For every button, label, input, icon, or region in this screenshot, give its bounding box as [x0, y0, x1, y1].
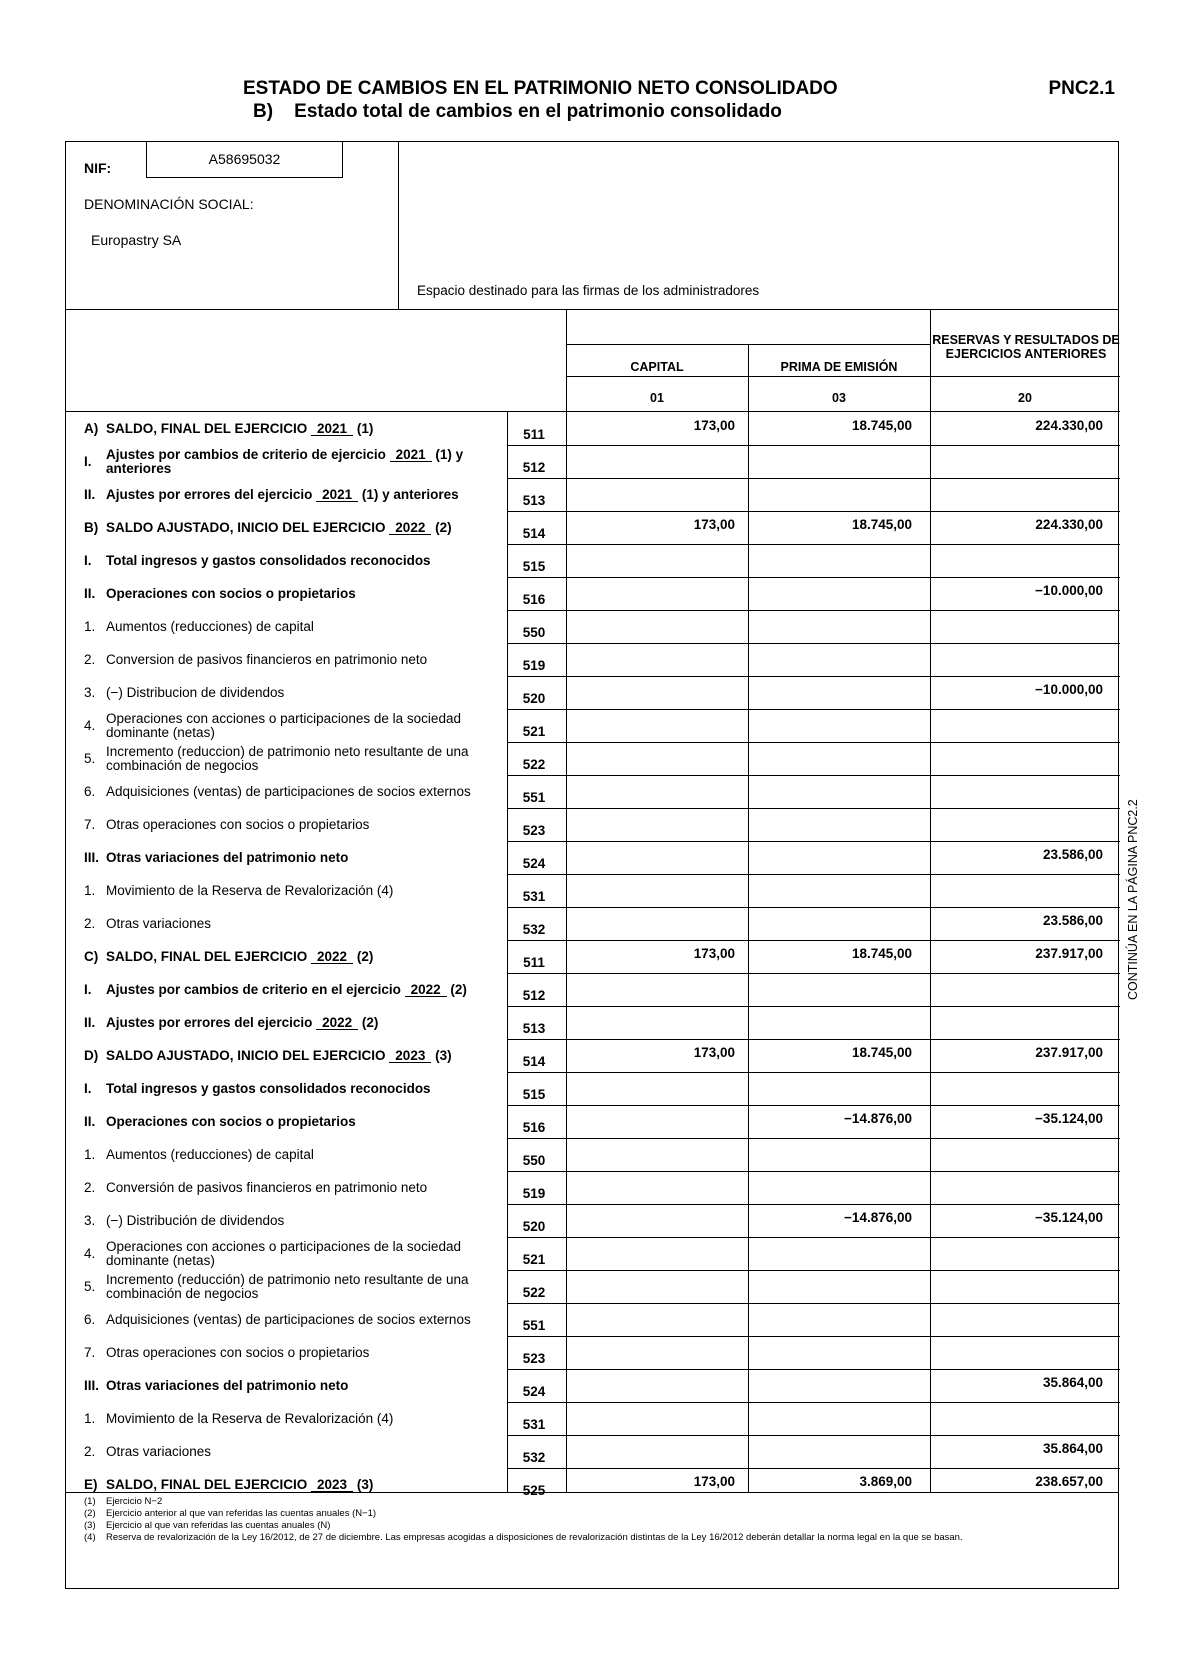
row-label: B) SALDO AJUSTADO, INICIO DEL EJERCICIO 2022 (2)	[84, 519, 452, 535]
col-header-prima: PRIMA DE EMISIÓN	[780, 360, 898, 374]
table-row	[66, 511, 1118, 544]
table-row	[66, 940, 1118, 973]
signature-area	[398, 142, 1118, 309]
cell-value: 23.586,00	[1042, 847, 1103, 862]
row-label: 6. Adquisiciones (ventas) de participaciones de socios externos	[84, 1311, 471, 1327]
table-row	[66, 412, 1118, 445]
row-label: I. Total ingresos y gastos consolidados reconocidos	[84, 1080, 431, 1096]
cell-value: −14.876,00	[844, 1111, 912, 1126]
row-code: 512	[522, 460, 546, 475]
table-row	[66, 808, 1118, 841]
table-row	[66, 643, 1118, 676]
table-row	[66, 1237, 1118, 1270]
table-row	[66, 478, 1118, 511]
year-field: 2022	[316, 1016, 358, 1030]
table-row	[66, 973, 1118, 1006]
form-header	[66, 142, 1118, 310]
cell-value: 237.917,00	[1035, 946, 1103, 961]
row-label: C) SALDO, FINAL DEL EJERCICIO 2022 (2)	[84, 948, 374, 964]
row-code: 521	[522, 1252, 546, 1267]
row-code: 523	[522, 1351, 546, 1366]
row-code: 525	[522, 1483, 546, 1498]
table-row	[66, 1105, 1118, 1138]
row-code: 550	[522, 625, 546, 640]
cell-value: 173,00	[693, 1045, 735, 1060]
cell-value: 3.869,00	[859, 1474, 912, 1489]
row-label: 5. Incremento (reduccion) de patrimonio neto resultante de una combinación de negocios	[84, 743, 469, 773]
equity-table	[66, 310, 1120, 1498]
footnotes	[66, 1492, 1118, 1588]
table-row	[66, 1171, 1118, 1204]
row-label: 4. Operaciones con acciones o participaciones de la sociedad dominante (netas)	[84, 710, 461, 740]
row-label: A) SALDO, FINAL DEL EJERCICIO 2021 (1)	[84, 420, 374, 436]
row-code: 520	[522, 691, 546, 706]
year-field: 2022	[405, 983, 447, 997]
year-field: 2022	[311, 950, 353, 964]
footnote-4: (4) Reserva de revalorización de la Ley 16/2012, de 27 de diciembre. Las empresas acogidas a disposiciones de revalorización distintas de la Ley 16/2012 deberán detallar la norma legal en la que se basan.	[84, 1532, 963, 1543]
table-row	[66, 577, 1118, 610]
col-code-03: 03	[832, 391, 846, 405]
table-row	[66, 841, 1118, 874]
footnote-1: (1) Ejercicio N−2	[84, 1496, 163, 1507]
footnote-3: (3) Ejercicio al que van referidas las cuentas anuales (N)	[84, 1520, 331, 1531]
row-label: II. Operaciones con socios o propietarios	[84, 1113, 356, 1129]
year-field: 2021	[311, 422, 353, 436]
form-code: PNC2.1	[1048, 78, 1115, 99]
row-code: 514	[522, 526, 546, 541]
cell-value: 224.330,00	[1035, 517, 1103, 532]
cell-value: 18.745,00	[851, 418, 912, 433]
row-code: 512	[522, 988, 546, 1003]
signature-label: Espacio destinado para las firmas de los administradores	[417, 283, 760, 298]
col-header-capital: CAPITAL	[630, 360, 684, 374]
cell-value: 173,00	[693, 418, 735, 433]
table-row	[66, 1402, 1118, 1435]
row-code: 531	[522, 1417, 546, 1432]
row-label: 3. (−) Distribucion de dividendos	[84, 684, 285, 700]
row-label: II. Ajustes por errores del ejercicio 2021 (1) y anteriores	[84, 486, 459, 502]
col-header-reservas: RESERVAS Y RESULTADOS DE EJERCICIOS ANTERIORES	[932, 333, 1120, 361]
row-code: 522	[522, 757, 546, 772]
nif-value: A58695032	[146, 141, 343, 178]
row-label: 7. Otras operaciones con socios o propietarios	[84, 1344, 370, 1360]
form-frame	[65, 141, 1119, 1589]
table-row	[66, 1204, 1118, 1237]
table-row	[66, 610, 1118, 643]
row-code: 516	[522, 1120, 546, 1135]
row-code: 515	[522, 1087, 546, 1102]
year-field: 2021	[316, 488, 358, 502]
row-label: 5. Incremento (reducción) de patrimonio neto resultante de una combinación de negocios	[84, 1271, 469, 1301]
row-label: 2. Conversion de pasivos financieros en patrimonio neto	[84, 651, 428, 667]
row-label: 6. Adquisiciones (ventas) de participaciones de socios externos	[84, 783, 471, 799]
table-row	[66, 1270, 1118, 1303]
cell-value: 173,00	[693, 517, 735, 532]
row-label: II. Ajustes por errores del ejercicio 2022 (2)	[84, 1014, 379, 1030]
row-label: 1. Movimiento de la Reserva de Revalorización (4)	[84, 1410, 394, 1426]
row-label: III. Otras variaciones del patrimonio neto	[84, 1377, 349, 1393]
nif-label: NIF:	[84, 160, 112, 176]
row-label: E) SALDO, FINAL DEL EJERCICIO 2023 (3)	[84, 1476, 374, 1492]
continuation-note: CONTINÚA EN LA PÁGINA PNC2.2	[1126, 799, 1140, 1000]
row-code: 520	[522, 1219, 546, 1234]
row-code: 511	[523, 955, 545, 970]
row-code: 514	[522, 1054, 546, 1069]
row-label: 1. Aumentos (reducciones) de capital	[84, 618, 314, 634]
row-code: 550	[522, 1153, 546, 1168]
table-row	[66, 1303, 1118, 1336]
cell-value: 18.745,00	[851, 946, 912, 961]
row-code: 531	[522, 889, 546, 904]
table-row	[66, 1435, 1118, 1468]
table-row	[66, 1072, 1118, 1105]
denominacion-label: DENOMINACIÓN SOCIAL:	[84, 196, 254, 212]
year-field: 2023	[389, 1049, 431, 1063]
cell-value: 23.586,00	[1042, 913, 1103, 928]
row-code: 513	[522, 1021, 546, 1036]
cell-value: −10.000,00	[1035, 583, 1103, 598]
row-label: III. Otras variaciones del patrimonio neto	[84, 849, 349, 865]
cell-value: 238.657,00	[1035, 1474, 1103, 1489]
table-row	[66, 544, 1118, 577]
row-label: I. Total ingresos y gastos consolidados reconocidos	[84, 552, 431, 568]
row-label: 2. Conversión de pasivos financieros en patrimonio neto	[84, 1179, 428, 1195]
table-row	[66, 1039, 1118, 1072]
row-label: D) SALDO AJUSTADO, INICIO DEL EJERCICIO 2023 (3)	[84, 1047, 452, 1063]
cell-value: −10.000,00	[1035, 682, 1103, 697]
row-code: 524	[522, 1384, 546, 1399]
row-code: 515	[522, 559, 546, 574]
table-row	[66, 1336, 1118, 1369]
row-code: 513	[522, 493, 546, 508]
row-label: 7. Otras operaciones con socios o propietarios	[84, 816, 370, 832]
row-label: 2. Otras variaciones	[84, 1443, 212, 1459]
cell-value: −35.124,00	[1035, 1111, 1103, 1126]
cell-value: −14.876,00	[844, 1210, 912, 1225]
table-row	[66, 742, 1118, 775]
row-code: 532	[522, 922, 546, 937]
row-label: 1. Movimiento de la Reserva de Revalorización (4)	[84, 882, 394, 898]
row-code: 523	[522, 823, 546, 838]
row-label: 1. Aumentos (reducciones) de capital	[84, 1146, 314, 1162]
row-code: 522	[522, 1285, 546, 1300]
row-label: II. Operaciones con socios o propietarios	[84, 585, 356, 601]
table-row	[66, 445, 1118, 478]
table-row	[66, 1138, 1118, 1171]
col-code-01: 01	[650, 391, 664, 405]
table-row	[66, 709, 1118, 742]
row-code: 551	[522, 1318, 546, 1333]
row-label: 4. Operaciones con acciones o participaciones de la sociedad dominante (netas)	[84, 1238, 461, 1268]
row-code: 516	[522, 592, 546, 607]
footnote-2: (2) Ejercicio anterior al que van referidas las cuentas anuales (N−1)	[84, 1508, 377, 1519]
row-code: 519	[522, 1186, 546, 1201]
cell-value: 224.330,00	[1035, 418, 1103, 433]
table-row	[66, 676, 1118, 709]
row-label: I. Ajustes por cambios de criterio en el ejercicio 2022 (2)	[84, 981, 467, 997]
page-title: ESTADO DE CAMBIOS EN EL PATRIMONIO NETO CONSOLIDADO	[243, 78, 838, 99]
row-label: 2. Otras variaciones	[84, 915, 212, 931]
cell-value: 173,00	[693, 1474, 735, 1489]
cell-value: 173,00	[693, 946, 735, 961]
row-code: 524	[522, 856, 546, 871]
cell-value: 237.917,00	[1035, 1045, 1103, 1060]
row-code: 551	[522, 790, 546, 805]
page-subtitle: B) Estado total de cambios en el patrimonio consolidado	[253, 101, 782, 122]
table-row	[66, 775, 1118, 808]
row-label: I. Ajustes por cambios de criterio de ejercicio 2021 (1) y anteriores	[84, 446, 464, 476]
year-field: 2021	[390, 448, 432, 462]
table-row	[66, 907, 1118, 940]
cell-value: 35.864,00	[1042, 1375, 1103, 1390]
cell-value: −35.124,00	[1035, 1210, 1103, 1225]
denominacion-value: Europastry SA	[91, 232, 182, 248]
row-code: 521	[522, 724, 546, 739]
year-field: 2022	[389, 521, 431, 535]
row-label: 3. (−) Distribución de dividendos	[84, 1212, 285, 1228]
table-row	[66, 1369, 1118, 1402]
row-code: 511	[523, 427, 545, 442]
row-code: 532	[522, 1450, 546, 1465]
table-row	[66, 874, 1118, 907]
col-code-20: 20	[1018, 391, 1032, 405]
cell-value: 18.745,00	[851, 517, 912, 532]
table-row	[66, 1006, 1118, 1039]
cell-value: 18.745,00	[851, 1045, 912, 1060]
year-field: 2023	[311, 1478, 353, 1492]
row-code: 519	[522, 658, 546, 673]
cell-value: 35.864,00	[1042, 1441, 1103, 1456]
